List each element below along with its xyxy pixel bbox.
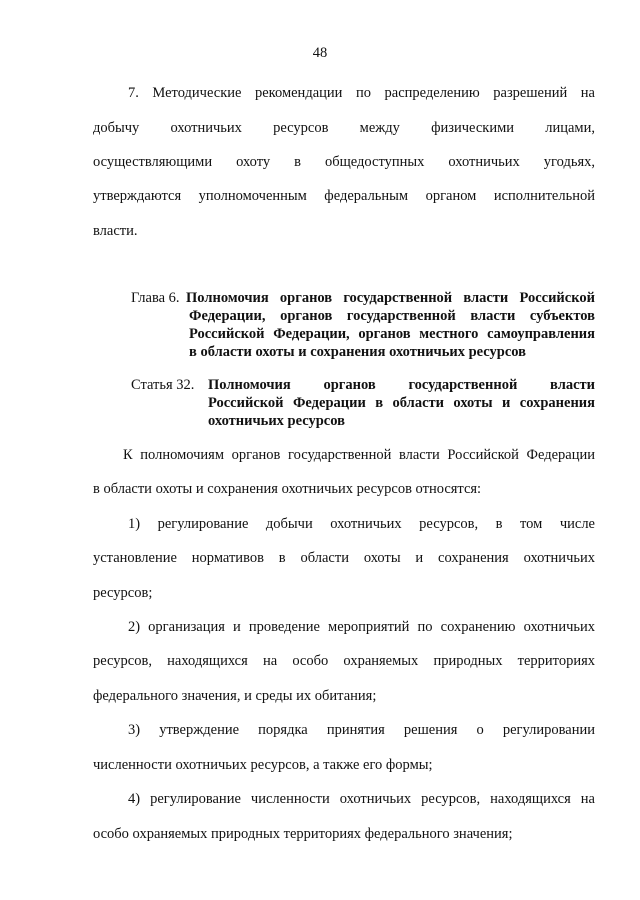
article-title-line: Полномочия органов государственной власти	[208, 377, 595, 393]
chapter-title-line: Полномочия органов государственной власти Российской	[186, 290, 595, 306]
text-line: 1) регулирование добычи охотничьих ресурсов, в том числе	[128, 516, 595, 532]
chapter-title-line: в области охоты и сохранения охотничьих ресурсов	[189, 344, 527, 360]
text-line: установление нормативов в области охоты и сохранения охотничьих	[93, 550, 595, 566]
text-line: 3) утверждение порядка принятия решения о регулировании	[128, 722, 595, 738]
text-line: ресурсов, находящихся на особо охраняемых природных территориях	[93, 653, 595, 669]
text-line: 2) организация и проведение мероприятий по сохранению охотничьих	[128, 619, 595, 635]
page-number: 48	[312, 45, 328, 61]
text-line: власти.	[93, 223, 138, 239]
chapter-prefix: Глава 6.	[131, 290, 180, 306]
text-line: федерального значения, и среды их обитания;	[93, 688, 377, 704]
text-line: добычу охотничьих ресурсов между физическими лицами,	[93, 120, 595, 136]
chapter-title-line: Российской Федерации, органов местного самоуправления	[189, 326, 595, 342]
text-line: утверждаются уполномоченным федеральным органом исполнительной	[93, 188, 595, 204]
text-line: 7. Методические рекомендации по распределению разрешений на	[128, 85, 595, 101]
text-line: в области охоты и сохранения охотничьих ресурсов относятся:	[93, 481, 482, 497]
article-title-line: охотничьих ресурсов	[208, 413, 345, 429]
text-line: 4) регулирование численности охотничьих ресурсов, находящихся на	[128, 791, 595, 807]
text-line: особо охраняемых природных территориях федерального значения;	[93, 826, 513, 842]
chapter-title-line: Федерации, органов государственной власти субъектов	[189, 308, 595, 324]
text-line: осуществляющими охоту в общедоступных охотничьих угодьях,	[93, 154, 595, 170]
article-prefix: Статья 32.	[131, 377, 195, 393]
text-line: К полномочиям органов государственной власти Российской Федерации	[123, 447, 595, 463]
article-title-line: Российской Федерации в области охоты и сохранения	[208, 395, 595, 411]
text-line: численности охотничьих ресурсов, а также его формы;	[93, 757, 433, 773]
text-line: ресурсов;	[93, 585, 153, 601]
